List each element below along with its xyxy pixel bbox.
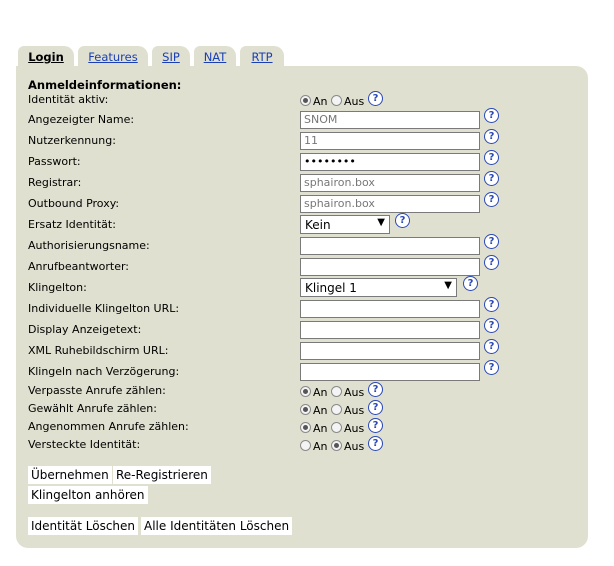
- identity-active-label: Identität aktiv:: [28, 93, 109, 106]
- radio-on-label: An: [313, 422, 328, 435]
- help-icon[interactable]: ?: [484, 171, 499, 186]
- radio-off-label: Aus: [344, 440, 365, 453]
- help-icon[interactable]: ?: [368, 436, 383, 451]
- xml-idle-url-input[interactable]: [300, 342, 480, 360]
- identity-active-off-radio[interactable]: [331, 95, 342, 106]
- play-ringtone-button[interactable]: Klingelton anhören: [28, 486, 148, 504]
- registrar-label: Registrar:: [28, 176, 82, 189]
- hidden-identity-off-radio[interactable]: [331, 440, 342, 451]
- help-icon[interactable]: ?: [368, 382, 383, 397]
- tab-sip[interactable]: SIP: [152, 46, 190, 66]
- auth-name-input[interactable]: [300, 237, 480, 255]
- ringtone-select[interactable]: [300, 278, 457, 297]
- count-missed-on-radio[interactable]: [300, 386, 311, 397]
- help-icon[interactable]: ?: [484, 129, 499, 144]
- apply-button[interactable]: Übernehmen: [28, 466, 112, 484]
- help-icon[interactable]: ?: [484, 108, 499, 123]
- count-received-on-radio[interactable]: [300, 422, 311, 433]
- help-icon[interactable]: ?: [368, 418, 383, 433]
- count-dialed-label: Gewählt Anrufe zählen:: [28, 402, 157, 415]
- display-name-input[interactable]: SNOM: [300, 111, 480, 129]
- outbound-proxy-input[interactable]: sphairon.box: [300, 195, 480, 213]
- help-icon[interactable]: ?: [484, 360, 499, 375]
- display-text-input[interactable]: [300, 321, 480, 339]
- count-received-off-radio[interactable]: [331, 422, 342, 433]
- help-icon[interactable]: ?: [484, 318, 499, 333]
- help-icon[interactable]: ?: [484, 234, 499, 249]
- chevron-down-icon: ▼: [377, 217, 385, 228]
- backup-identity-select[interactable]: [300, 215, 390, 234]
- ring-delay-input[interactable]: [300, 363, 480, 381]
- password-input[interactable]: ••••••••: [300, 153, 480, 171]
- identity-active-on-radio[interactable]: [300, 95, 311, 106]
- radio-on-label: An: [313, 386, 328, 399]
- custom-ringtone-url-input[interactable]: [300, 300, 480, 318]
- help-icon[interactable]: ?: [463, 276, 478, 291]
- section-title: Anmeldeinformationen:: [28, 78, 182, 92]
- password-label: Passwort:: [28, 155, 81, 168]
- backup-identity-label: Ersatz Identität:: [28, 218, 116, 231]
- help-icon[interactable]: ?: [484, 255, 499, 270]
- tab-features[interactable]: Features: [78, 46, 148, 66]
- help-icon[interactable]: ?: [484, 150, 499, 165]
- radio-off-label: Aus: [344, 95, 365, 108]
- ringtone-label: Klingelton:: [28, 281, 87, 294]
- display-name-label: Angezeigter Name:: [28, 113, 135, 126]
- count-dialed-off-radio[interactable]: [331, 404, 342, 415]
- radio-on-label: An: [313, 404, 328, 417]
- answering-machine-input[interactable]: [300, 258, 480, 276]
- help-icon[interactable]: ?: [484, 297, 499, 312]
- backup-identity-value: Kein: [305, 218, 331, 232]
- count-dialed-on-radio[interactable]: [300, 404, 311, 415]
- tab-rtp[interactable]: RTP: [240, 46, 284, 66]
- help-icon[interactable]: ?: [484, 339, 499, 354]
- count-missed-off-radio[interactable]: [331, 386, 342, 397]
- outbound-proxy-label: Outbound Proxy:: [28, 197, 120, 210]
- ringtone-value: Klingel 1: [305, 281, 357, 295]
- reregister-button[interactable]: Re-Registrieren: [113, 466, 211, 484]
- radio-on-label: An: [313, 95, 328, 108]
- chevron-down-icon: ▼: [444, 280, 452, 291]
- help-icon[interactable]: ?: [368, 91, 383, 106]
- count-received-label: Angenommen Anrufe zählen:: [28, 420, 189, 433]
- help-icon[interactable]: ?: [395, 213, 410, 228]
- ring-delay-label: Klingeln nach Verzögerung:: [28, 365, 180, 378]
- custom-ringtone-url-label: Individuelle Klingelton URL:: [28, 302, 180, 315]
- xml-idle-url-label: XML Ruhebildschirm URL:: [28, 344, 169, 357]
- hidden-identity-on-radio[interactable]: [300, 440, 311, 451]
- registrar-input[interactable]: sphairon.box: [300, 174, 480, 192]
- display-text-label: Display Anzeigetext:: [28, 323, 142, 336]
- help-icon[interactable]: ?: [484, 192, 499, 207]
- delete-all-identities-button[interactable]: Alle Identitäten Löschen: [141, 517, 292, 535]
- auth-name-label: Authorisierungsname:: [28, 239, 150, 252]
- radio-off-label: Aus: [344, 422, 365, 435]
- count-missed-label: Verpasste Anrufe zählen:: [28, 384, 166, 397]
- tab-login[interactable]: Login: [18, 46, 74, 66]
- user-id-label: Nutzerkennung:: [28, 134, 116, 147]
- tab-nat[interactable]: NAT: [194, 46, 236, 66]
- answering-machine-label: Anrufbeantworter:: [28, 260, 130, 273]
- delete-identity-button[interactable]: Identität Löschen: [28, 517, 138, 535]
- radio-on-label: An: [313, 440, 328, 453]
- hidden-identity-label: Versteckte Identität:: [28, 438, 141, 451]
- user-id-input[interactable]: 11: [300, 132, 480, 150]
- radio-off-label: Aus: [344, 404, 365, 417]
- radio-off-label: Aus: [344, 386, 365, 399]
- help-icon[interactable]: ?: [368, 400, 383, 415]
